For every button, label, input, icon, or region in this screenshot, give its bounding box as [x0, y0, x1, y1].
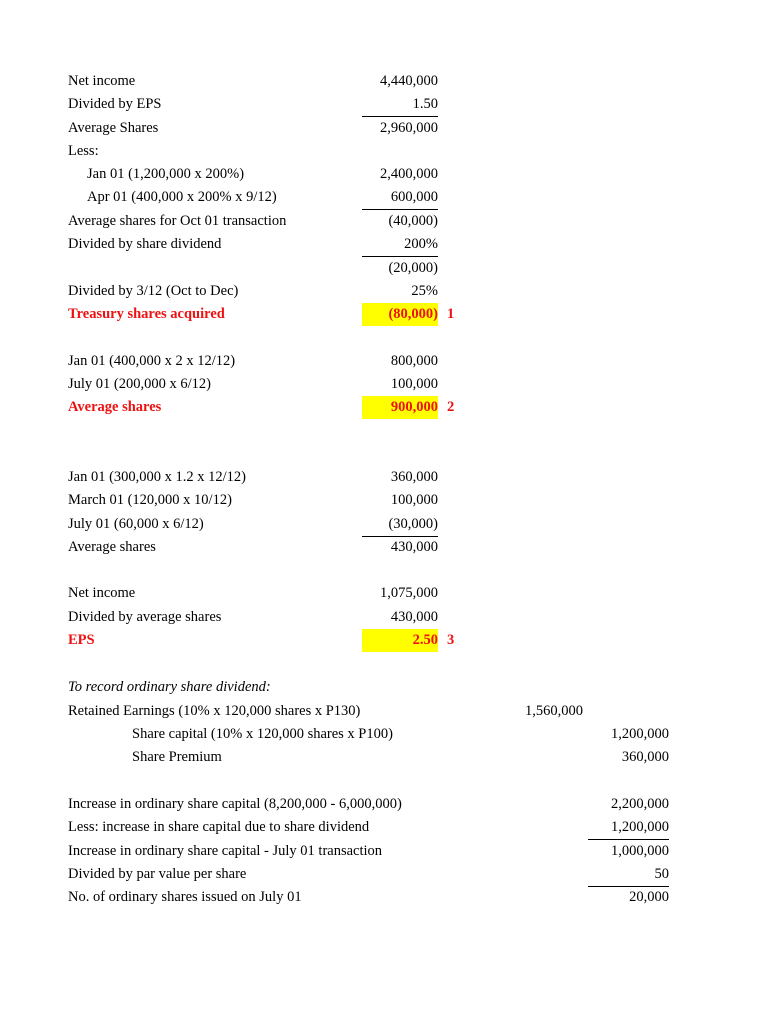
row-average-shares [0, 117, 768, 140]
row-eps [0, 629, 768, 652]
row-treasury [0, 303, 768, 326]
row-divided-by-eps [0, 93, 768, 116]
value: 2,200,000 [611, 796, 669, 812]
value: 2,960,000 [380, 120, 438, 136]
row-mar01 [0, 489, 768, 512]
row-average-shares [0, 536, 768, 559]
value: 100,000 [390, 376, 438, 392]
row-jul01 [0, 373, 768, 396]
label: July 01 (200,000 x 6/12) [68, 376, 211, 392]
credit: 360,000 [621, 749, 669, 765]
value: (30,000) [362, 513, 438, 537]
row-subtotal [0, 257, 768, 280]
row-div-312 [0, 280, 768, 303]
row-avg-oct [0, 210, 768, 233]
value: 1.50 [362, 93, 438, 117]
row-apr01 [0, 186, 768, 209]
label: Jan 01 (300,000 x 1.2 x 12/12) [68, 469, 247, 485]
value: 20,000 [629, 889, 669, 905]
label: EPS [68, 632, 95, 648]
label: Divided by 3/12 (Oct to Dec) [68, 283, 239, 299]
label: Average shares [68, 539, 156, 555]
row-jan01 [0, 466, 768, 489]
row-jan01 [0, 163, 768, 186]
value: 2,400,000 [380, 166, 438, 182]
value: 430,000 [390, 539, 438, 555]
label: Less: increase in share capital due to share dividend [68, 819, 370, 835]
label: Divided by average shares [68, 609, 222, 625]
answer-number: 3 [447, 632, 455, 648]
row-shares-issued [0, 886, 768, 909]
label: March 01 (120,000 x 10/12) [68, 492, 232, 508]
value: 1,000,000 [611, 843, 669, 859]
row-jan01 [0, 350, 768, 373]
row-less-dividend [0, 816, 768, 839]
label: Divided by par value per share [68, 866, 247, 882]
journal-title: To record ordinary share dividend: [68, 679, 271, 695]
row-net-income [0, 70, 768, 93]
row-jul01 [0, 513, 768, 536]
value: 2.50 [362, 629, 438, 652]
label: Increase in ordinary share capital - July 01 transaction [68, 843, 383, 859]
row-net-income [0, 582, 768, 605]
label: Apr 01 (400,000 x 200% x 9/12) [87, 189, 277, 205]
value: 800,000 [390, 353, 438, 369]
label: Average shares [68, 399, 162, 415]
row-par-value [0, 863, 768, 886]
value: 25% [362, 280, 438, 304]
row-div-avg [0, 606, 768, 629]
answer-number: 1 [447, 306, 455, 322]
row-share-premium [0, 746, 768, 769]
label: Increase in ordinary share capital (8,200,000 - 6,000,000) [68, 796, 402, 812]
label: Jan 01 (1,200,000 x 200%) [87, 166, 245, 182]
value: 4,440,000 [380, 73, 438, 89]
label: Average shares for Oct 01 transaction [68, 213, 287, 229]
row-average-shares [0, 396, 768, 419]
row-div-dividend [0, 233, 768, 256]
row-less [0, 140, 768, 163]
label: Jan 01 (400,000 x 2 x 12/12) [68, 353, 236, 369]
row-retained-earnings [0, 700, 768, 723]
label: Divided by EPS [68, 96, 162, 112]
value: (20,000) [388, 260, 438, 276]
row-july01-increase [0, 840, 768, 863]
value: 200% [362, 233, 438, 257]
value: 1,075,000 [380, 585, 438, 601]
value: 1,200,000 [588, 816, 669, 840]
label: Net income [68, 73, 136, 89]
label: July 01 (60,000 x 6/12) [68, 516, 204, 532]
value: 430,000 [362, 606, 438, 630]
value: 600,000 [362, 186, 438, 210]
label: Divided by share dividend [68, 236, 222, 252]
value: 360,000 [390, 469, 438, 485]
label: Share capital (10% x 120,000 shares x P100) [132, 726, 393, 742]
value: (40,000) [388, 213, 438, 229]
row-increase [0, 793, 768, 816]
label: No. of ordinary shares issued on July 01 [68, 889, 302, 905]
label: Average Shares [68, 120, 159, 136]
debit: 1,560,000 [525, 703, 583, 719]
label: Retained Earnings (10% x 120,000 shares x P130) [68, 703, 361, 719]
credit: 1,200,000 [611, 726, 669, 742]
value: (80,000) [362, 303, 438, 326]
value: 100,000 [390, 492, 438, 508]
label: Less: [68, 143, 99, 159]
label: Share Premium [132, 749, 222, 765]
row-share-capital [0, 723, 768, 746]
label: Net income [68, 585, 136, 601]
label: Treasury shares acquired [68, 306, 225, 322]
value: 900,000 [362, 396, 438, 419]
value: 50 [588, 863, 669, 887]
answer-number: 2 [447, 399, 455, 415]
row-journal-title [0, 676, 768, 699]
